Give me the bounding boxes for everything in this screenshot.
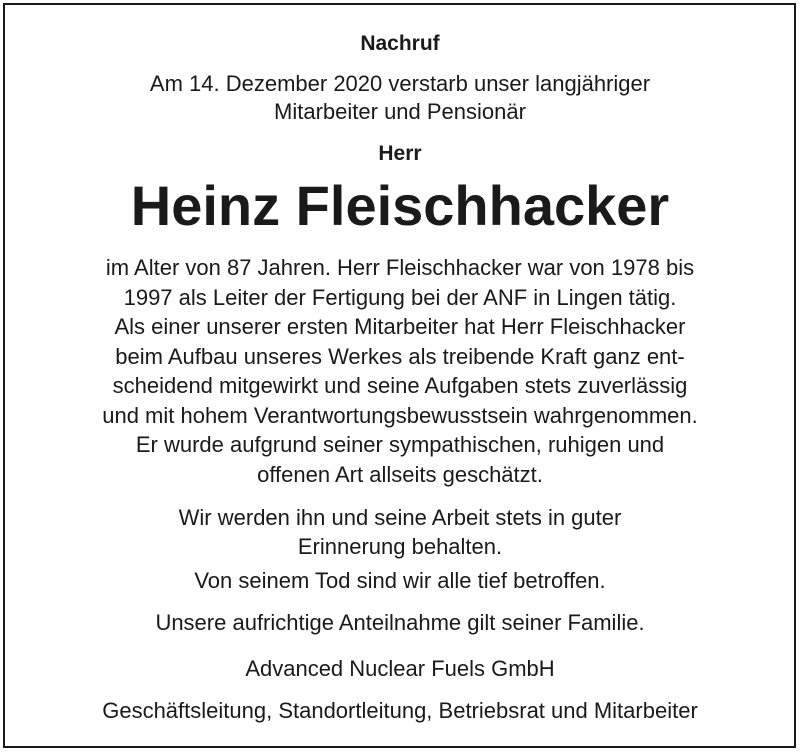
memory-line: Wir werden ihn und seine Arbeit stets in guter (178, 505, 622, 530)
deceased-name: Heinz Fleischhacker (130, 174, 670, 237)
intro-line: Am 14. Dezember 2020 verstarb unser langjähriger (149, 71, 651, 96)
body-line: Er wurde aufgrund seiner sympathischen, ruhigen und (135, 432, 665, 457)
body-line: im Alter von 87 Jahren. Herr Fleischhacker war von 1978 bis (105, 255, 695, 280)
body-line: beim Aufbau unseres Werkes als treibende Kraft ganz ent- (115, 344, 685, 369)
shock-line: Von seinem Tod sind wir alle tief betroffen. (194, 568, 606, 593)
body-line: scheidend mitgewirkt und seine Aufgaben stets zuverlässig (112, 373, 688, 398)
memory-line: Erinnerung behalten. (297, 534, 503, 559)
body-line: offenen Art allseits geschätzt. (257, 462, 543, 487)
body-line: und mit hohem Verantwortungsbewusstsein wahrgenommen. (102, 403, 698, 428)
company-name: Advanced Nuclear Fuels GmbH (245, 656, 555, 681)
notice-heading: Nachruf (360, 32, 440, 55)
intro-line: Mitarbeiter und Pensionär (274, 99, 526, 124)
condolence-line: Unsere aufrichtige Anteilnahme gilt seiner Familie. (155, 610, 645, 635)
signatories: Geschäftsleitung, Standortleitung, Betriebsrat und Mitarbeiter (102, 698, 698, 723)
body-line: Als einer unserer ersten Mitarbeiter hat Herr Fleischhacker (114, 314, 686, 339)
salutation: Herr (378, 142, 422, 165)
body-line: 1997 als Leiter der Fertigung bei der ANF in Lingen tätig. (123, 285, 677, 310)
